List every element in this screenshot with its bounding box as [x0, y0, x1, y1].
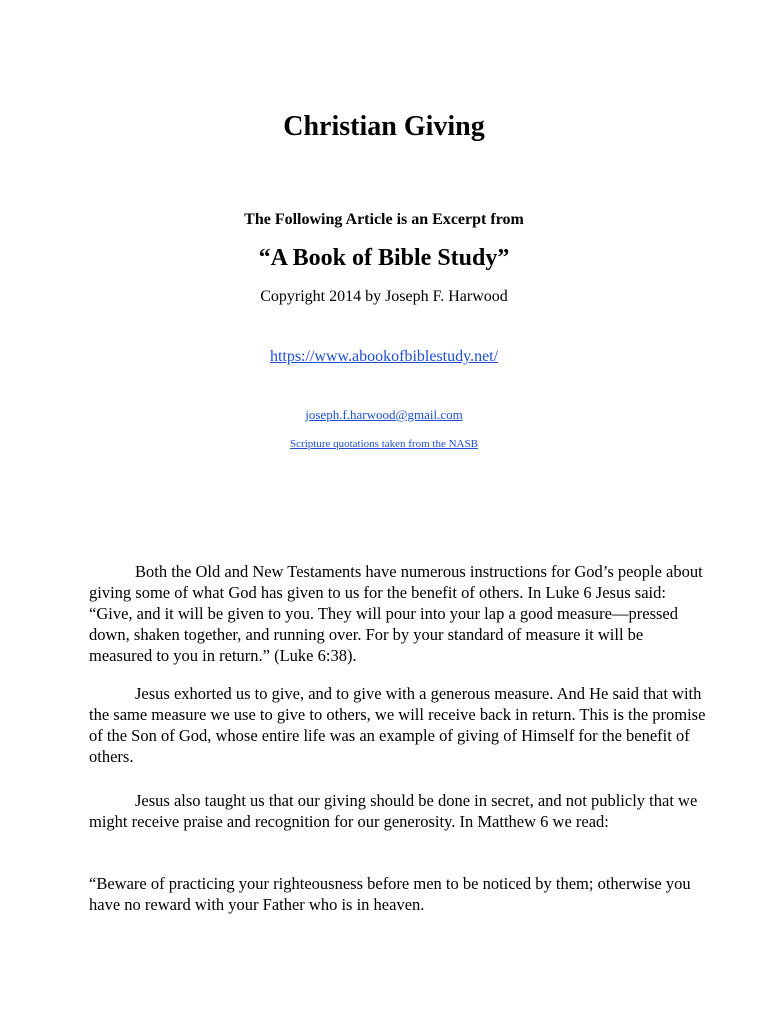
copyright-line: Copyright 2014 by Joseph F. Harwood [260, 288, 508, 305]
website-link-container [0, 346, 768, 368]
scripture-note-link[interactable]: Scripture quotations taken from the NASB [290, 438, 478, 450]
website-link[interactable]: https://www.abookofbiblestudy.net/ [269, 348, 499, 365]
paragraph-text: Both the Old and New Testaments have numerous instructions for God’s people about giving some of what God has given to us for the benefit of others. In Luke 6 Jesus said: “Give, and it will be given to you. They will pour into your lap a good measure—pressed down, shaken together, and running over. For by your standard of measure it will be measured to you in return.” (Luke 6:38). [89, 562, 703, 665]
paragraph-text: Jesus exhorted us to give, and to give with a generous measure. And He said that with the same measure we use to give to others, we will receive back in return. This is the promise of the Son of God, whose entire life was an example of giving of Himself for the benefit of others. [89, 684, 706, 766]
page-title: Christian Giving [283, 111, 485, 142]
body-paragraph-1 [89, 561, 709, 666]
scripture-note-container [0, 437, 768, 452]
email-link-container [0, 406, 768, 424]
body-paragraph-3 [89, 790, 709, 832]
quote-text: “Beware of practicing your righteousness before men to be noticed by them; otherwise you have no reward with your Father who is in heaven. [89, 874, 691, 914]
email-link[interactable]: joseph.f.harwood@gmail.com [305, 407, 463, 422]
scripture-quote [89, 873, 709, 915]
body-paragraph-2 [89, 683, 709, 767]
paragraph-text: Jesus also taught us that our giving should be done in secret, and not publicly that we might receive praise and recognition for our generosity. In Matthew 6 we read: [89, 791, 698, 831]
excerpt-line: The Following Article is an Excerpt from [244, 211, 524, 228]
book-title: “A Book of Bible Study” [258, 245, 510, 271]
